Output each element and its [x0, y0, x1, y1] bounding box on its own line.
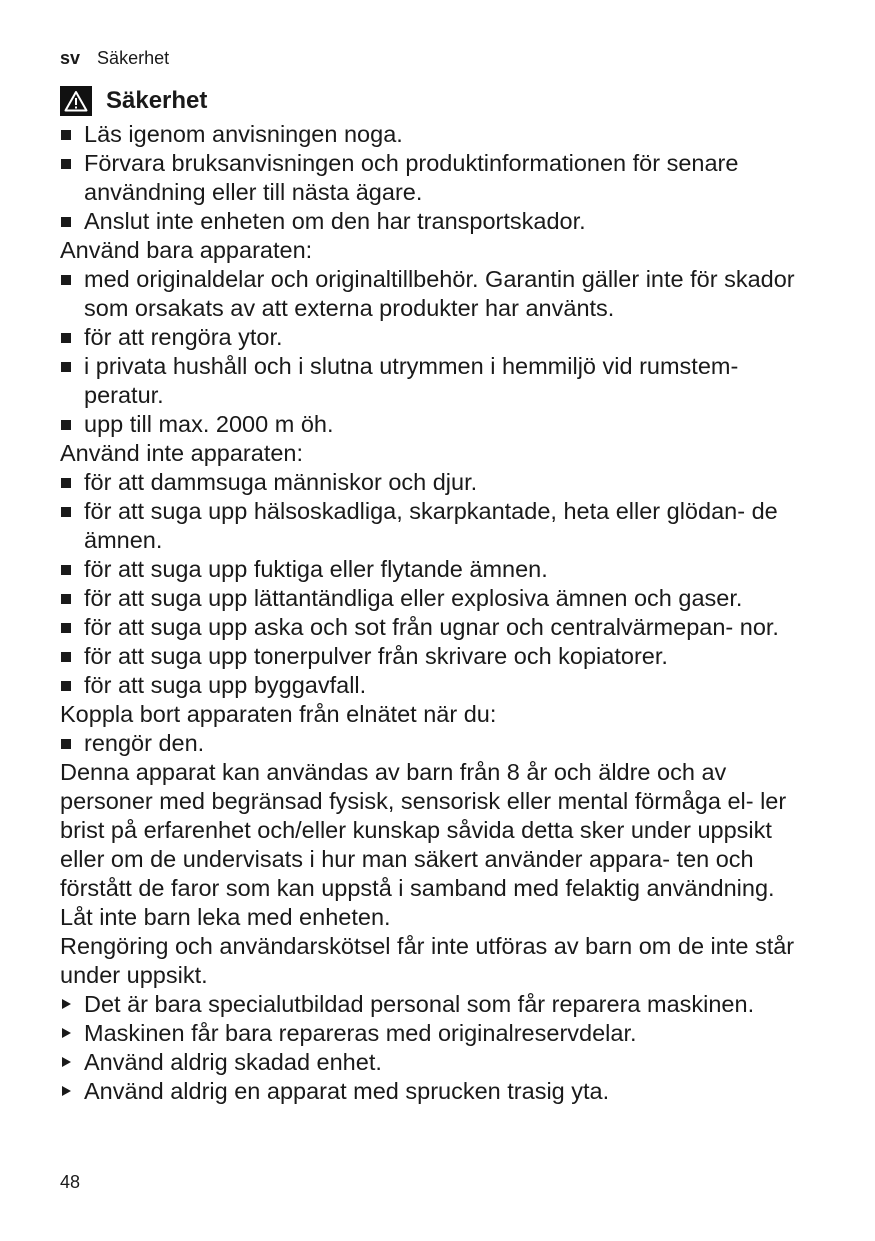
square-bullet-icon: [61, 420, 71, 430]
bullet-item: [60, 149, 820, 207]
square-bullet-icon: [61, 217, 71, 227]
instruction-item: [60, 990, 820, 1019]
square-bullet-icon: [61, 478, 71, 488]
square-bullet-icon: [61, 623, 71, 633]
instruction-item: [60, 1048, 820, 1077]
square-bullet-icon: [61, 130, 71, 140]
square-bullet-icon: [61, 594, 71, 604]
bullet-text: Förvara bruksanvisningen och produktinformationen för senare användning eller till nästa ägare.: [84, 150, 739, 205]
bullet-text: för att suga upp fuktiga eller flytande ämnen.: [84, 556, 548, 582]
arrow-bullet-icon: [62, 999, 71, 1009]
bullet-text: Använd aldrig en apparat med sprucken trasig yta.: [84, 1078, 610, 1104]
bullet-text: Anslut inte enheten om den har transportskador.: [84, 208, 586, 234]
instruction-item: [60, 1019, 820, 1048]
bullet-item: [60, 642, 820, 671]
bullet-text: för att rengöra ytor.: [84, 324, 283, 350]
page-title: Säkerhet: [106, 87, 208, 114]
warning-triangle-icon: [60, 86, 92, 116]
square-bullet-icon: [61, 739, 71, 749]
bullet-item: [60, 352, 820, 410]
bullet-text: för att suga upp byggavfall.: [84, 672, 367, 698]
square-bullet-icon: [61, 362, 71, 372]
square-bullet-icon: [61, 159, 71, 169]
bullet-item: [60, 207, 820, 236]
bullet-text: Läs igenom anvisningen noga.: [84, 121, 403, 147]
square-bullet-icon: [61, 565, 71, 575]
square-bullet-icon: [61, 275, 71, 285]
paragraph: Denna apparat kan användas av barn från 8 år och äldre och av personer med begränsad fysisk, sensorisk eller mental förmåga el- ler brist på erfarenhet och/eller kunskap såvida detta sker under uppsikt eller om de undervisats i hur man säkert använder appara- ten och förstått de faror som kan uppstå i samband med felaktig användning.: [60, 759, 787, 901]
square-bullet-icon: [61, 333, 71, 343]
square-bullet-icon: [61, 681, 71, 691]
bullet-text: för att dammsuga människor och djur.: [84, 469, 478, 495]
bullet-text: Maskinen får bara repareras med originalreservdelar.: [84, 1020, 637, 1046]
instruction-item: [60, 1077, 820, 1106]
bullet-item: [60, 555, 820, 584]
bullet-text: för att suga upp tonerpulver från skrivare och kopiatorer.: [84, 643, 668, 669]
safety-content: [60, 120, 820, 1106]
bullet-text: med originaldelar och originaltillbehör. Garantin gäller inte för skador som orsakats av att externa produkter har använts.: [84, 266, 795, 321]
bullet-item: [60, 729, 820, 758]
arrow-bullet-icon: [62, 1086, 71, 1096]
paragraph: Använd bara apparaten:: [60, 237, 313, 263]
language-code: sv: [60, 48, 81, 68]
paragraph: Koppla bort apparaten från elnätet när du:: [60, 701, 497, 727]
paragraph: Använd inte apparaten:: [60, 440, 304, 466]
bullet-item: [60, 265, 820, 323]
bullet-item: [60, 120, 820, 149]
bullet-text: för att suga upp lättantändliga eller explosiva ämnen och gaser.: [84, 585, 743, 611]
bullet-text: för att suga upp aska och sot från ugnar och centralvärmepan- nor.: [84, 614, 779, 640]
paragraph: Låt inte barn leka med enheten.: [60, 904, 391, 930]
page-header: [60, 47, 169, 69]
bullet-text: upp till max. 2000 m öh.: [84, 411, 334, 437]
bullet-item: [60, 497, 820, 555]
square-bullet-icon: [61, 507, 71, 517]
bullet-text: i privata hushåll och i slutna utrymmen i hemmiljö vid rumstem- peratur.: [84, 353, 739, 408]
page-number: 48: [60, 1172, 81, 1192]
bullet-item: [60, 410, 820, 439]
bullet-item: [60, 468, 820, 497]
bullet-text: rengör den.: [84, 730, 205, 756]
bullet-item: [60, 613, 820, 642]
header-section-title: Säkerhet: [97, 48, 170, 68]
section-heading: [60, 84, 207, 118]
bullet-item: [60, 671, 820, 700]
bullet-text: Det är bara specialutbildad personal som får reparera maskinen.: [84, 991, 755, 1017]
arrow-bullet-icon: [62, 1057, 71, 1067]
square-bullet-icon: [61, 652, 71, 662]
bullet-item: [60, 584, 820, 613]
arrow-bullet-icon: [62, 1028, 71, 1038]
paragraph: Rengöring och användarskötsel får inte utföras av barn om de inte står under uppsikt.: [60, 933, 795, 988]
bullet-item: [60, 323, 820, 352]
bullet-text: Använd aldrig skadad enhet.: [84, 1049, 382, 1075]
bullet-text: för att suga upp hälsoskadliga, skarpkantade, heta eller glödan- de ämnen.: [84, 498, 778, 553]
